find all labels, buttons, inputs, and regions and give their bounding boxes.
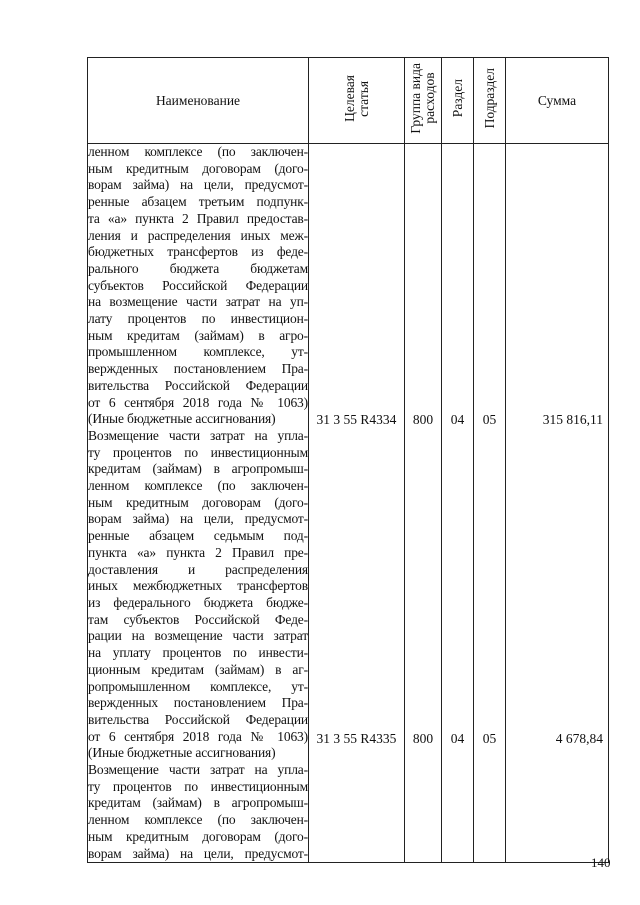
name-text-line: иных межбюджетных трансфертов <box>88 578 308 594</box>
sum-value: 4 678,84 <box>555 731 603 746</box>
name-text-line: ным кредитным договорам (дого- <box>88 494 308 510</box>
name-text-line: вержденных постановлением Пра- <box>88 695 308 711</box>
name-text-line: ворам займа) на цели, предусмот- <box>88 177 308 193</box>
name-text-line: ропромышленном комплексе, ут- <box>88 678 308 694</box>
header-target: Целевая статья <box>309 58 405 144</box>
page-number: 140 <box>591 855 611 870</box>
table-header-row <box>88 58 609 144</box>
name-text-line: Возмещение части затрат на упла- <box>88 427 308 443</box>
name-text-line: кредитам (займам) в агропромыш- <box>88 795 308 811</box>
name-text-line: вительства Российской Федерации <box>88 711 308 727</box>
subsection-value: 05 <box>482 731 497 746</box>
name-text-line: доставления и распределения <box>88 561 308 577</box>
name-text-line: из федерального бюджета бюдже- <box>88 594 308 610</box>
subsection-cell <box>474 144 506 863</box>
name-text-line: промышленном комплексе, ут- <box>88 344 308 360</box>
name-text-line: от 6 сентября 2018 года № 1063) <box>88 728 308 744</box>
name-text-line: ту процентов по инвестиционным <box>88 444 308 460</box>
name-text-line: кредитам (займам) в агропромыш- <box>88 461 308 477</box>
name-text-line: ным кредитам (займам) в агро- <box>88 327 308 343</box>
target-value: 31 3 55 R4334 <box>316 412 397 427</box>
header-section: Раздел <box>442 58 474 144</box>
name-text-line: на уплату процентов по инвести- <box>88 645 308 661</box>
name-text-line: ления и распределения иных меж- <box>88 227 308 243</box>
name-text-line: ным кредитным договорам (дого- <box>88 828 308 844</box>
header-name: Наименование <box>88 58 309 144</box>
name-text-line: ленном комплексе (по заключен- <box>88 812 308 828</box>
name-text-line: ционным кредитам (займам) в аг- <box>88 661 308 677</box>
name-text-line: вительства Российской Федерации <box>88 377 308 393</box>
name-text-line: бюджетных трансфертов из феде- <box>88 244 308 260</box>
expense-group-value: 800 <box>412 412 434 427</box>
budget-table <box>87 57 609 863</box>
subsection-value: 05 <box>482 412 497 427</box>
header-sum: Сумма <box>506 58 609 144</box>
expense-group-value: 800 <box>412 731 434 746</box>
name-text-line: (Иные бюджетные ассигнования) <box>88 745 276 761</box>
name-text-line: Возмещение части затрат на упла- <box>88 762 308 778</box>
table-row <box>88 144 609 863</box>
name-text-line: ворам займа) на цели, предусмот- <box>88 511 308 527</box>
name-text-line: на возмещение части затрат на уп- <box>88 294 308 310</box>
name-text-line: лату процентов по инвестицион- <box>88 311 308 327</box>
section-value: 04 <box>450 731 465 746</box>
name-text-line: пункта «а» пункта 2 Правил пре- <box>88 544 308 560</box>
name-text-line: ренные абзацем седьмым под- <box>88 528 308 544</box>
name-text-line: рального бюджета бюджетам <box>88 260 308 276</box>
name-text-line: ленном комплексе (по заключен- <box>88 478 308 494</box>
header-subsection: Подраздел <box>474 58 506 144</box>
sum-value: 315 816,11 <box>542 412 603 427</box>
name-text-line: субъектов Российской Федерации <box>88 277 308 293</box>
name-cell <box>88 144 309 863</box>
section-cell <box>442 144 474 863</box>
name-text-line: та «а» пункта 2 Правил предостав- <box>88 210 308 226</box>
name-text-line: ренные абзацем третьим подпунк- <box>88 194 308 210</box>
target-value: 31 3 55 R4335 <box>316 731 397 746</box>
target-cell <box>309 144 405 863</box>
name-text-line: от 6 сентября 2018 года № 1063) <box>88 394 308 410</box>
name-text-line: (Иные бюджетные ассигнования) <box>88 411 276 427</box>
name-text-line: ворам займа) на цели, предусмот- <box>88 845 308 861</box>
name-text-line: рации на возмещение части затрат <box>88 628 308 644</box>
name-text-line: ным кредитным договорам (дого- <box>88 160 308 176</box>
name-text-line: ленном комплексе (по заключен- <box>88 144 308 159</box>
sum-cell <box>506 144 609 863</box>
name-text-line: ту процентов по инвестиционным <box>88 778 308 794</box>
header-expense-group: Группа вида расходов <box>405 58 442 144</box>
name-text-line: вержденных постановлением Пра- <box>88 361 308 377</box>
section-value: 04 <box>450 412 465 427</box>
name-text <box>88 144 308 862</box>
expense-group-cell <box>405 144 442 863</box>
name-text-line: там субъектов Российской Феде- <box>88 611 308 627</box>
